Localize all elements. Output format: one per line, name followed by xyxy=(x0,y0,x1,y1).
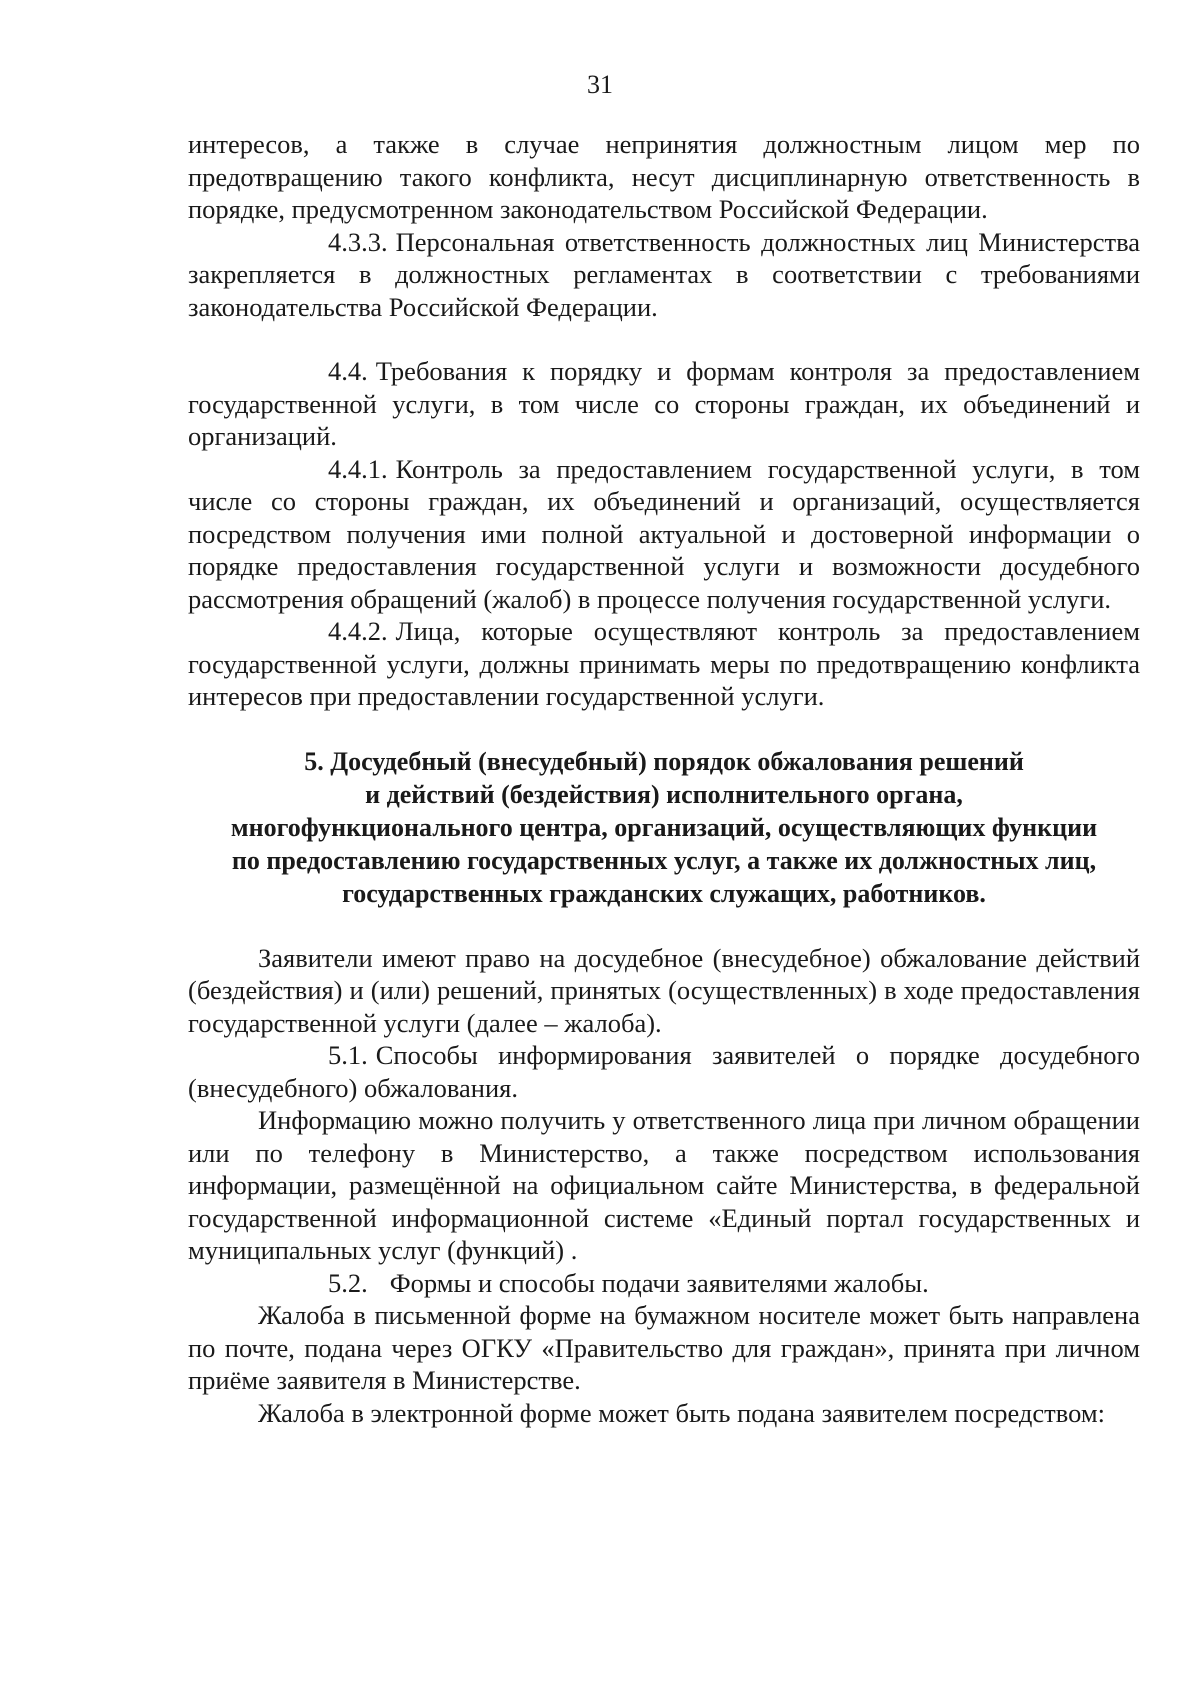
heading-line: по предоставлению государственных услуг, а также их должностных лиц, xyxy=(231,845,1097,875)
paragraph-electronic-complaint: Жалоба в электронной форме может быть подана заявителем посредством: xyxy=(258,1397,1105,1428)
paragraph-4-3-3 xyxy=(188,226,1140,324)
clause-number: 4.3.3. xyxy=(328,226,388,257)
paragraph-paper-complaint: Жалоба в письменной форме на бумажном носителе может быть направлена по почте, подана через ОГКУ «Правительство для граждан», принята при личном приёме заявителя в Министерстве. xyxy=(188,1300,1140,1395)
paragraph-4-4 xyxy=(188,355,1140,453)
clause-text: Способы информирования заявителей о порядке досудебного (внесудебного) обжалования. xyxy=(188,1040,1140,1103)
page-number: 31 xyxy=(587,70,613,99)
clause-text: Контроль за предоставлением государственной услуги, в том числе со стороны граждан, их объединений и организаций, осуществляется посредством получения ими полной актуальной и достоверной информации о порядке предоставления государственной услуги и возможности досудебного рассмотрения обращений (жалоб) в процессе получения государственной услуги. xyxy=(188,453,1140,614)
clause-text: Персональная ответственность должностных лиц Министерства закрепляется в должностных регламентах в соответствии с требованиями законодательства Российской Федерации. xyxy=(188,226,1140,322)
heading-line: 5. Досудебный (внесудебный) порядок обжалования решений xyxy=(304,746,1024,776)
document-body xyxy=(188,128,1140,1429)
paragraph-5-2 xyxy=(188,1267,1140,1300)
clause-number: 4.4. xyxy=(328,356,368,386)
paragraph-5-1 xyxy=(188,1039,1140,1104)
heading-line: многофункционального центра, организаций, осуществляющих функции xyxy=(230,812,1098,842)
clause-number: 4.4.1. xyxy=(328,453,388,484)
paragraph-continuation: интересов, а также в случае непринятия должностным лицом мер по предотвращению такого конфликта, несут дисциплинарную ответственность в порядке, предусмотренном законодательством Российской Федерации. xyxy=(188,129,1140,224)
heading-line: государственных гражданских служащих, работников. xyxy=(342,878,986,908)
paragraph-right-to-appeal: Заявители имеют право на досудебное (внесудебное) обжалование действий (бездействия) и (или) решений, принятых (осуществленных) в ходе предоставления государственной услуги (далее – жалоба). xyxy=(188,942,1140,1038)
clause-text: Лица, которые осуществляют контроль за предоставлением государственной услуги, должны принимать меры по предотвращению конфликта интересов при предоставлении государственной услуги. xyxy=(188,616,1140,711)
paragraph-information-sources: Информацию можно получить у ответственного лица при личном обращении или по телефону в Министерство, а также посредством использования информации, размещённой на официальном сайте Министерства, в федеральной государственной информационной системе «Единый портал государственных и муниципальных услуг (функций) . xyxy=(188,1105,1140,1265)
paragraph-4-4-1 xyxy=(188,453,1140,616)
clause-text: Требования к порядку и формам контроля за предоставлением государственной услуги, в том числе со стороны граждан, их объединений и организаций. xyxy=(188,356,1140,451)
clause-number: 4.4.2. xyxy=(328,616,388,646)
clause-text: Формы и способы подачи заявителями жалобы. xyxy=(389,1267,929,1298)
paragraph-4-4-2 xyxy=(188,615,1140,713)
clause-number: 5.2. xyxy=(328,1267,368,1298)
section-5-heading xyxy=(188,745,1140,910)
clause-number: 5.1. xyxy=(328,1040,368,1070)
heading-line: и действий (бездействия) исполнительного органа, xyxy=(365,779,963,809)
